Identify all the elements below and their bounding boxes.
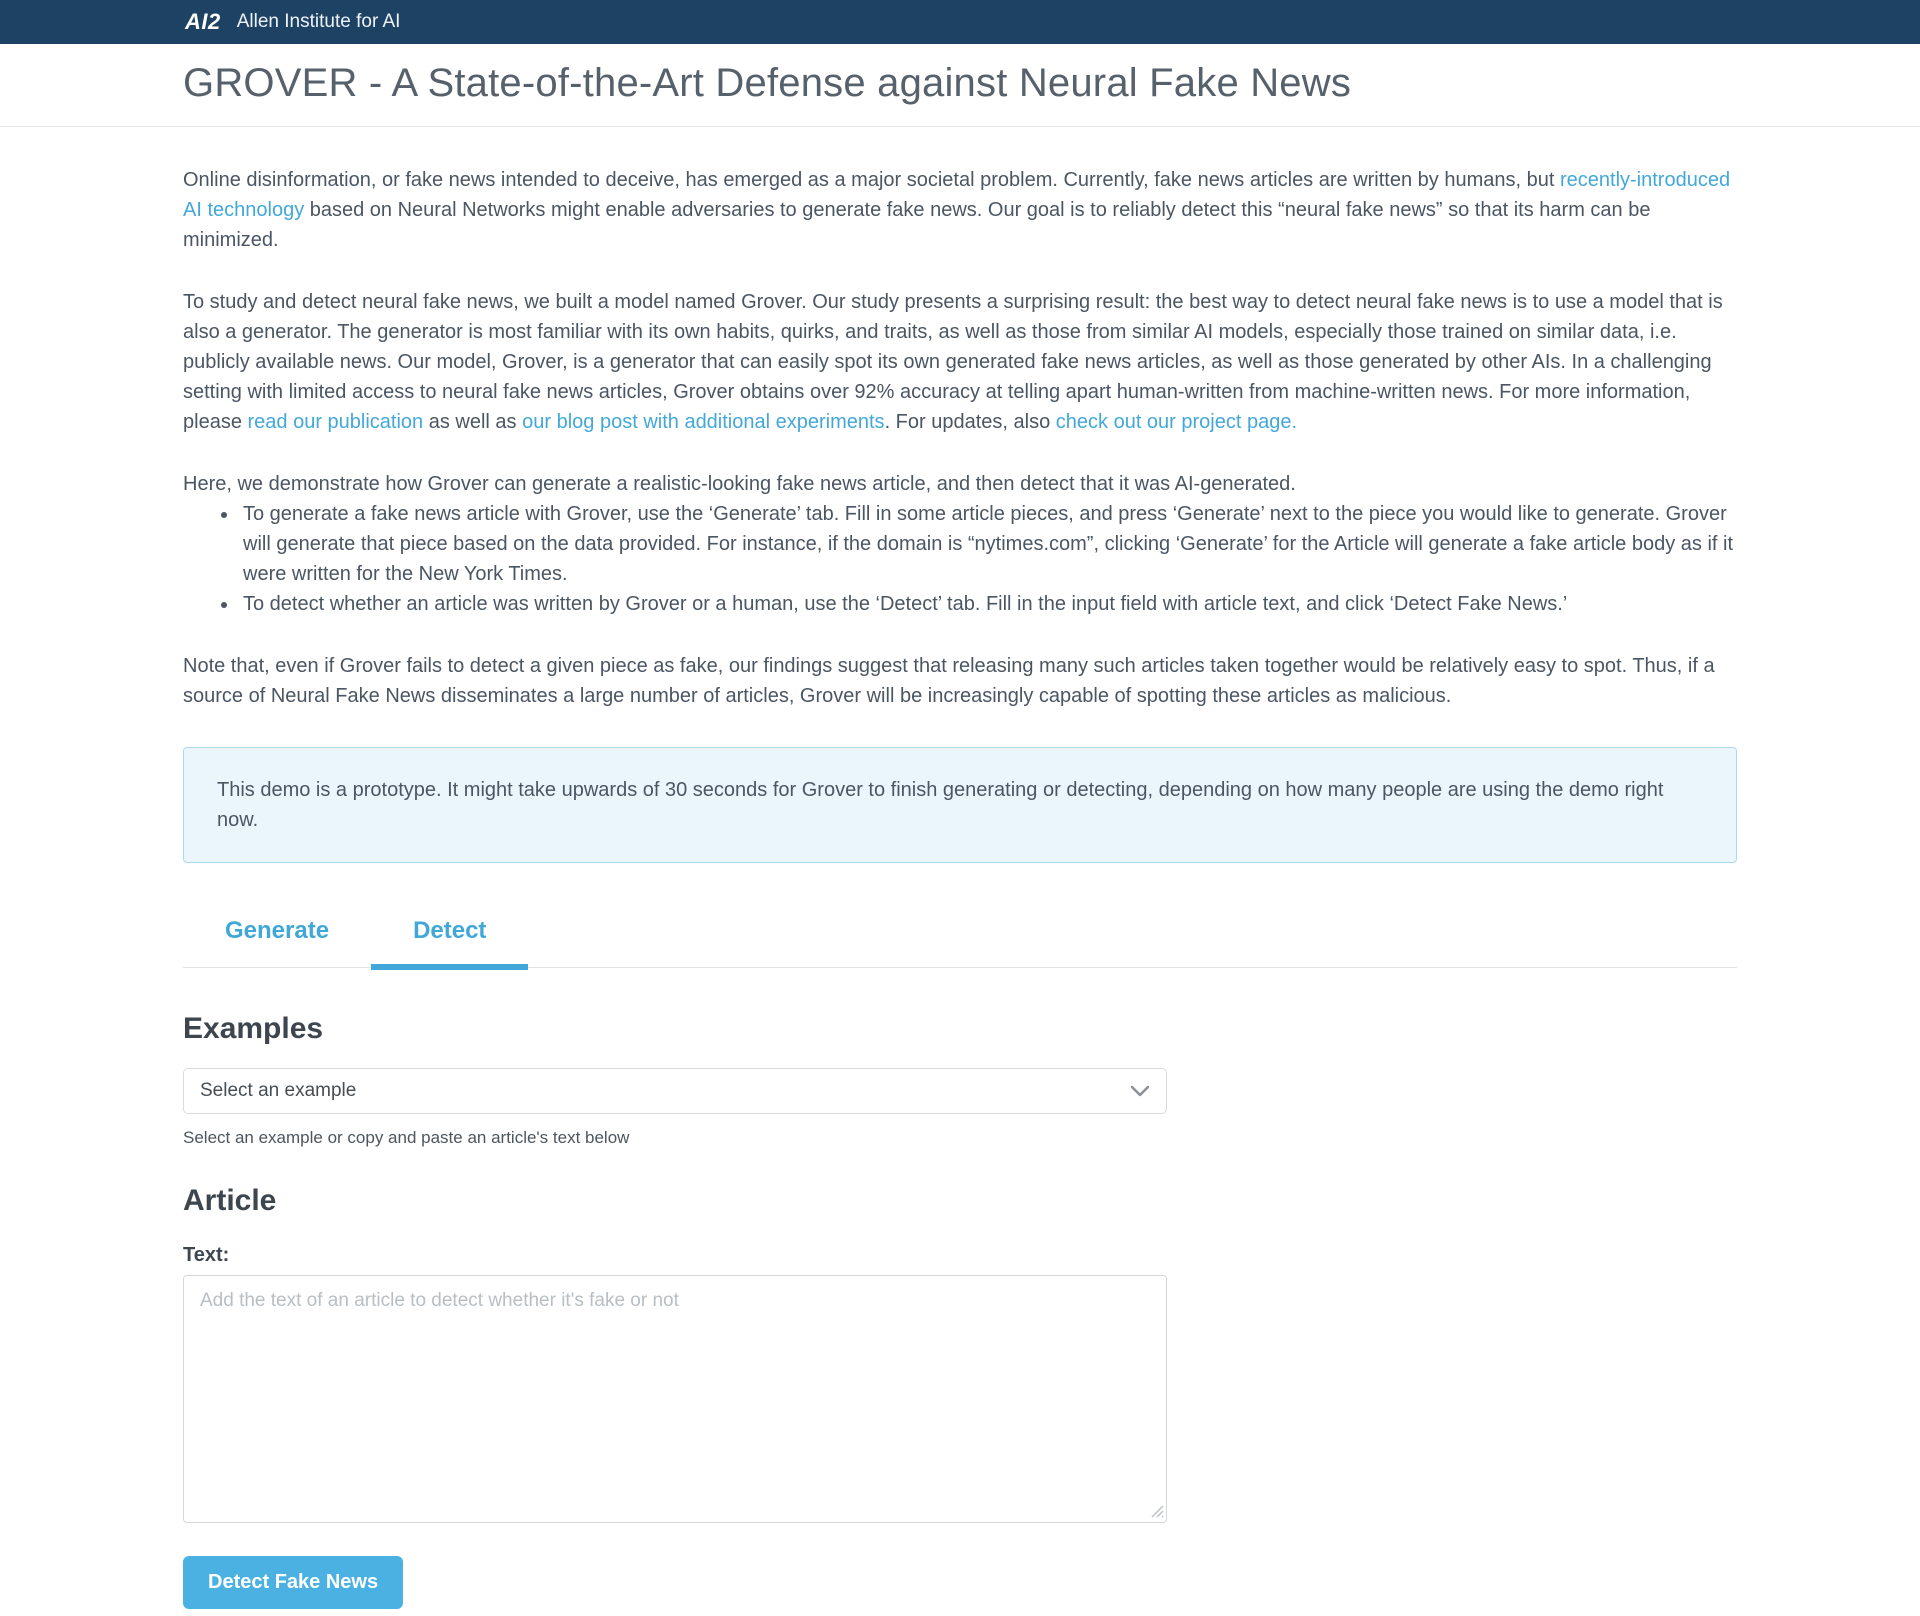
resize-handle-icon[interactable] bbox=[1151, 1505, 1164, 1523]
inline-link[interactable]: recently-introduced AI technology bbox=[183, 169, 1731, 221]
title-band bbox=[0, 44, 1920, 127]
text-segment: as well as bbox=[423, 411, 523, 433]
top-navigation-bar bbox=[0, 0, 1920, 44]
inline-link[interactable]: our blog post with additional experiments bbox=[522, 411, 885, 433]
org-name: Allen Institute for AI bbox=[236, 11, 401, 32]
examples-heading: Examples bbox=[183, 1012, 324, 1045]
tab-generate[interactable]: Generate bbox=[225, 917, 330, 944]
text-field-label: Text: bbox=[183, 1244, 230, 1266]
text-segment: . For updates, also bbox=[884, 411, 1056, 433]
intro-paragraph-1 bbox=[183, 165, 1737, 255]
text-segment: Online disinformation, or fake news intended to deceive, has emerged as a major societal problem. Currently, fake news articles are written by humans, but bbox=[183, 169, 1560, 191]
example-helper-text: Select an example or copy and paste an article's text below bbox=[183, 1128, 630, 1147]
example-select-value: Select an example bbox=[200, 1080, 357, 1101]
instructions-list bbox=[183, 499, 1737, 619]
example-select[interactable] bbox=[183, 1068, 1167, 1114]
detect-fake-news-button[interactable]: Detect Fake News bbox=[183, 1556, 403, 1609]
article-textarea-wrap bbox=[183, 1275, 1167, 1528]
article-text-input[interactable] bbox=[183, 1275, 1167, 1523]
list-item-generate: • To generate a fake news article with Grover, use the ‘Generate’ tab. Fill in some article pieces, and press ‘Generate’ next to the piece you would like to generate. Grover will generate that piece based on the data provided. For instance, if the domain is “nytimes.com”, clicking ‘Generate’ for the Article will generate a fake article body as if it were written for the New York Times. bbox=[239, 499, 1737, 589]
intro-paragraph-3: Here, we demonstrate how Grover can generate a realistic-looking fake news article, and then detect that it was AI-generated. bbox=[183, 473, 1296, 495]
text-segment: To study and detect neural fake news, we built a model named Grover. Our study presents a surprising result: the best way to detect neural fake news is to use a model that is also a generator. The generator is most familiar with its own habits, quirks, and traits, as well as those from similar AI models, especially those trained on similar data, i.e. publicly available news. Our model, Grover, is a generator that can easily spot its own generated fake news articles, as well as those generated by other AIs. In a challenging setting with limited access to neural fake news articles, Grover obtains over 92% accuracy at telling apart human-written from machine-written news. For more information, please bbox=[183, 291, 1723, 433]
inline-link[interactable]: read our publication bbox=[247, 411, 424, 433]
list-item-detect: • To detect whether an article was written by Grover or a human, use the ‘Detect’ tab. Fill in the input field with article text, and click ‘Detect Fake News.’ bbox=[239, 589, 1737, 619]
intro-paragraph-4: Note that, even if Grover fails to detect a given piece as fake, our findings suggest that releasing many such articles taken together would be relatively easy to spot. Thus, if a source of Neural Fake News disseminates a large number of articles, Grover will be increasingly capable of spotting these articles as malicious. bbox=[183, 655, 1715, 707]
chevron-down-icon bbox=[1130, 1085, 1150, 1097]
prototype-notice-box: This demo is a prototype. It might take upwards of 30 seconds for Grover to finish generating or detecting, depending on how many people are using the demo right now. bbox=[183, 747, 1737, 863]
ai2-logo[interactable]: AI2 bbox=[185, 9, 221, 34]
tab-bar bbox=[183, 905, 1737, 968]
page-title: GROVER - A State-of-the-Art Defense against Neural Fake News bbox=[183, 61, 1352, 105]
text-segment: based on Neural Networks might enable adversaries to generate fake news. Our goal is to reliably detect this “neural fake news” so that its harm can be minimized. bbox=[183, 199, 1651, 251]
article-heading: Article bbox=[183, 1184, 277, 1217]
intro-paragraph-2 bbox=[183, 287, 1737, 437]
main-content bbox=[183, 165, 1737, 1609]
inline-link[interactable]: check out our project page. bbox=[1055, 411, 1298, 433]
tab-detect[interactable]: Detect bbox=[371, 905, 528, 967]
